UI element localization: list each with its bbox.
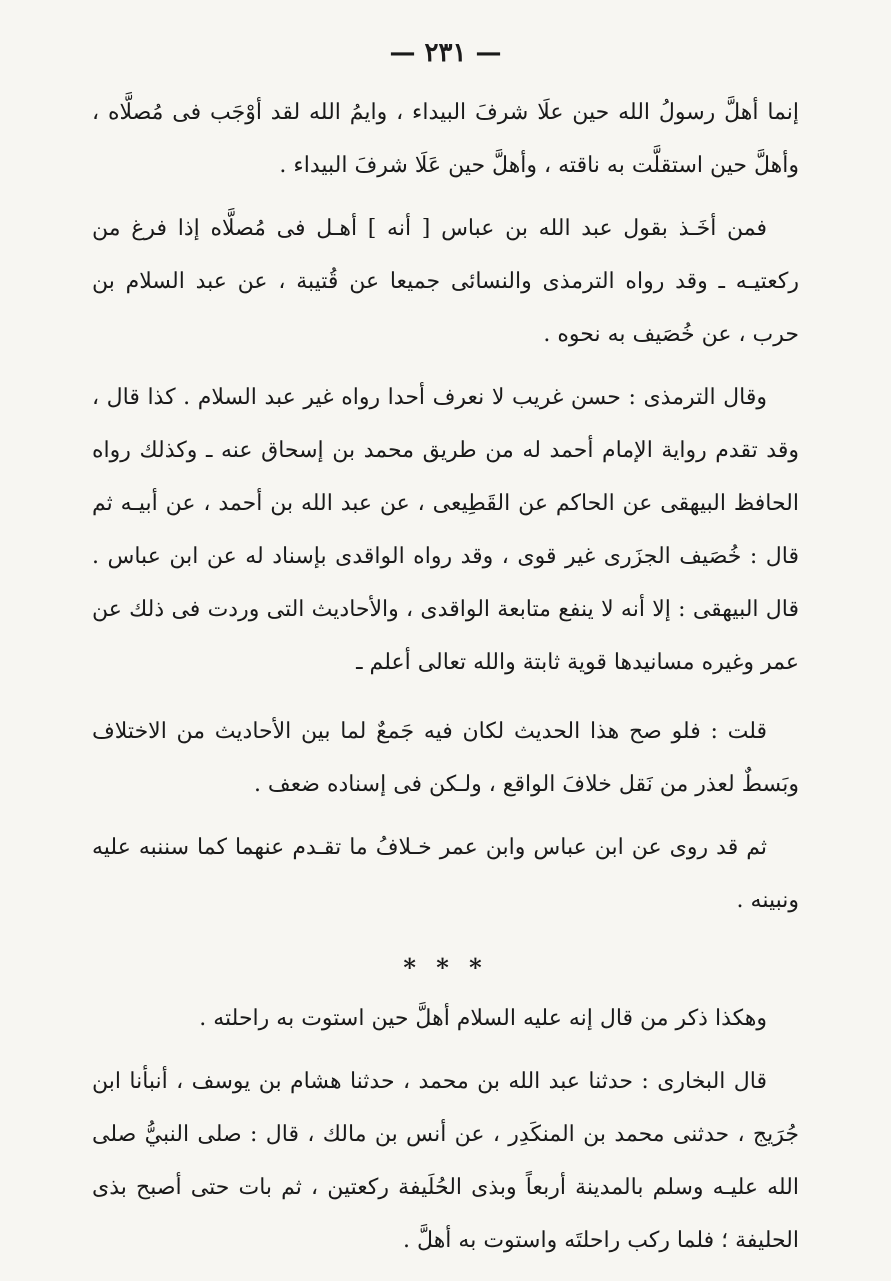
paragraph-6: وهكذا ذكر من قال إنه عليه السلام أهلَّ حين استوت به راحلته . <box>199 1006 767 1031</box>
section-separator: * * * <box>403 953 488 982</box>
paragraph-3: وقال الترمذى : حسن غريب لا نعرف أحدا رواه غير عبد السلام . كذا قال ، وقد تقدم رواية الإمام أحمد له من طريق محمد بن إسحاق عنه ـ وكذلك رواه الحافظ البيهقى عن الحاكم عن القَطِيعى ، عن عبد الله بن أحمد ، عن أبيـه ثم قال : خُصَيف الجزَرى غير قوى ، وقد رواه الواقدى بإسناد له عن ابن عباس . قال البيهقى : إلا أنه لا ينفع متابعة الواقدى ، والأحاديث التى وردت فى ذلك عن عمر وغيره مسانيدها قوية ثابتة والله تعالى أعلم ـ <box>92 385 799 675</box>
paragraph-1: إنما أهلَّ رسولُ الله حين علَا شرفَ البيداء ، وايمُ الله لقد أوْجَب فى مُصلَّاه ، وأهلَّ حين استقلَّت به ناقته ، وأهلَّ حين عَلَا شرفَ البيداء . <box>92 100 799 178</box>
paragraph-4: قلت : فلو صح هذا الحديث لكان فيه جَمعٌ لما بين الأحاديث من الاختلاف وبَسطٌ لعذر من نَقل خلافَ الواقع ، ولـكن فى إسناده ضعف . <box>92 719 799 797</box>
paragraph-2: فمن أخَـذ بقول عبد الله بن عباس [ أنه ] أهـل فى مُصلَّاه إذا فرغ من ركعتيـه ـ وقد رواه الترمذى والنسائى جميعا عن قُتيبة ، عن عبد السلام بن حرب ، عن خُصَيف به نحوه . <box>92 216 799 347</box>
page-number: — ٢٣١ — <box>389 38 502 68</box>
paragraph-5: ثم قد روى عن ابن عباس وابن عمر خـلافُ ما تقـدم عنهما كما سننبه عليه ونبينه . <box>92 835 799 913</box>
paragraph-7: قال البخارى : حدثنا عبد الله بن محمد ، حدثنا هشام بن يوسف ، أنبأنا ابن جُرَيج ، حدثنى محمد بن المنكَدِر ، عن أنس بن مالك ، قال : صلى النبيُّ صلى الله عليـه وسلم بالمدينة أربعاً وبذى الحُلَيفة ركعتين ، ثم بات حتى أصبح بذى الحليفة ؛ فلما ركب راحلتَه واستوت به أهلَّ . <box>92 1069 799 1253</box>
